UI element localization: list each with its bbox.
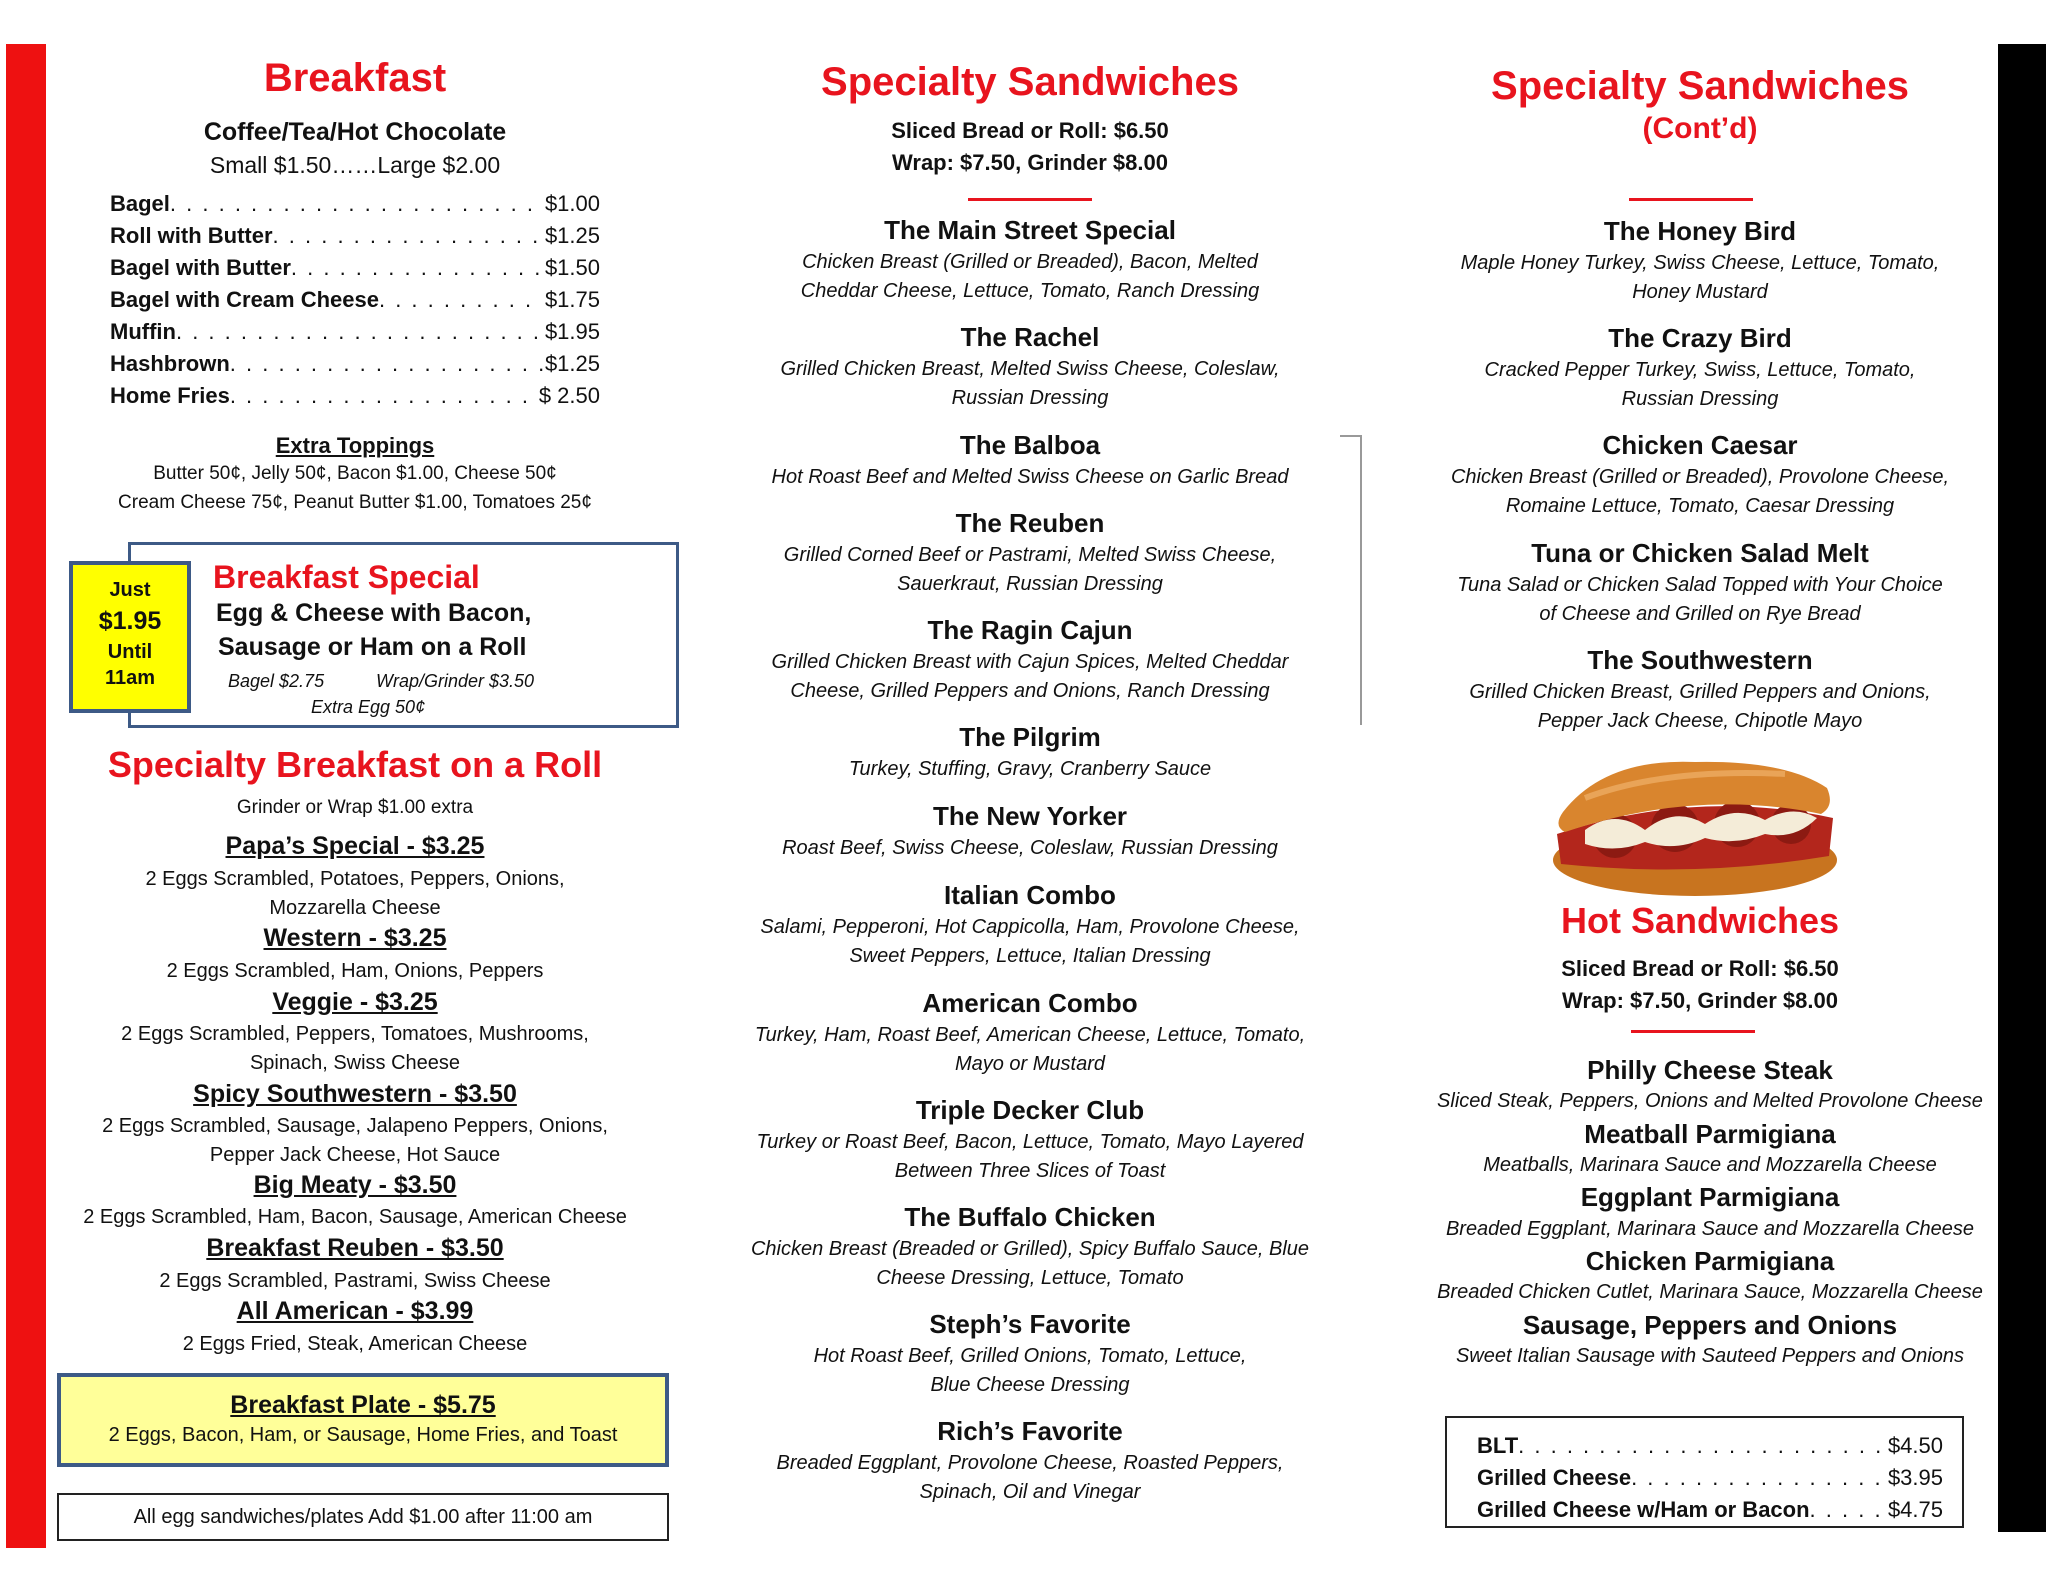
sandwich-desc: of Cheese and Grilled on Rye Bread	[1539, 603, 1861, 625]
roll-item-name: Western - $3.25	[263, 924, 447, 952]
simple-sandwich-box	[1445, 1416, 1964, 1528]
breakfast-plate-box	[57, 1373, 669, 1467]
price-row	[1477, 1494, 1943, 1526]
badge-time: 11am	[104, 667, 156, 689]
price-row	[1477, 1430, 1943, 1462]
hot-item-desc: Sliced Steak, Peppers, Onions and Melted Provolone Cheese	[1437, 1090, 1983, 1112]
item-name: Bagel with Butter	[110, 255, 291, 280]
sandwich-name: The Buffalo Chicken	[904, 1202, 1156, 1232]
special-wrap-price: Wrap/Grinder $3.50	[376, 671, 535, 691]
item-name: Grilled Cheese	[1477, 1465, 1632, 1490]
roll-item-desc: 2 Eggs Scrambled, Peppers, Tomatoes, Mushrooms,	[121, 1023, 589, 1045]
roll-item-name: Spicy Southwestern - $3.50	[193, 1080, 517, 1108]
price-row	[110, 380, 600, 412]
breakfast-special-title: Breakfast Special	[213, 559, 480, 595]
sandwich-desc: Mayo or Mustard	[954, 1053, 1106, 1075]
plate-desc: 2 Eggs, Bacon, Ham, or Sausage, Home Fries, and Toast	[108, 1424, 618, 1446]
item-name: Home Fries	[110, 383, 230, 408]
after-11-note: All egg sandwiches/plates Add $1.00 after 11:00 am	[57, 1493, 669, 1541]
sandwich-name: The Rachel	[960, 322, 1100, 352]
specialty-price-2: Wrap: $7.50, Grinder $8.00	[892, 150, 1168, 175]
sandwich-name: Steph’s Favorite	[929, 1309, 1131, 1339]
sandwich-desc: Blue Cheese Dressing	[930, 1374, 1130, 1396]
roll-heading: Specialty Breakfast on a Roll	[107, 744, 603, 785]
item-price: $1.25	[544, 223, 600, 248]
price-row	[110, 252, 600, 284]
item-price: $1.00	[544, 191, 600, 216]
item-price: $1.25	[544, 351, 600, 376]
roll-item-desc: Spinach, Swiss Cheese	[249, 1052, 461, 1074]
hot-item-desc: Breaded Eggplant, Marinara Sauce and Mozzarella Cheese	[1445, 1218, 1975, 1240]
leader-dots	[1810, 1494, 1886, 1526]
leader-dots	[273, 220, 543, 252]
sandwich-desc: Romaine Lettuce, Tomato, Caesar Dressing	[1505, 495, 1895, 517]
price-row	[110, 188, 600, 220]
sandwich-name: The Southwestern	[1587, 645, 1813, 675]
sandwich-desc: Sauerkraut, Russian Dressing	[897, 573, 1163, 595]
roll-note: Grinder or Wrap $1.00 extra	[236, 797, 474, 818]
sandwich-desc: Cheddar Cheese, Lettuce, Tomato, Ranch Dressing	[800, 280, 1260, 302]
leader-dots	[1631, 1462, 1886, 1494]
red-divider	[968, 198, 1092, 201]
hot-item-name: Meatball Parmigiana	[1584, 1119, 1836, 1149]
breakfast-special-box	[128, 542, 679, 728]
item-name: BLT	[1477, 1433, 1519, 1458]
roll-item-desc: 2 Eggs Scrambled, Pastrami, Swiss Cheese	[159, 1270, 551, 1292]
sandwich-name: Rich’s Favorite	[937, 1416, 1123, 1446]
sandwich-name: The Ragin Cajun	[927, 615, 1133, 645]
sandwich-desc: Grilled Chicken Breast, Melted Swiss Cheese, Coleslaw,	[780, 358, 1280, 380]
roll-item-name: Big Meaty - $3.50	[253, 1171, 457, 1199]
red-divider	[1629, 198, 1753, 201]
sandwich-name: Triple Decker Club	[915, 1095, 1145, 1125]
price-row	[1477, 1462, 1943, 1494]
sandwich-name: The Honey Bird	[1603, 216, 1797, 246]
item-name: Hashbrown	[110, 351, 230, 376]
leader-dots	[230, 380, 537, 412]
sandwich-name: American Combo	[922, 988, 1138, 1018]
price-row	[110, 284, 600, 316]
hot-item-name: Chicken Parmigiana	[1585, 1246, 1835, 1276]
badge-price: $1.95	[98, 607, 162, 635]
sandwich-desc: Roast Beef, Swiss Cheese, Coleslaw, Russian Dressing	[782, 837, 1278, 859]
hot-item-desc: Meatballs, Marinara Sauce and Mozzarella Cheese	[1483, 1154, 1937, 1176]
special-bagel-price: Bagel $2.75	[228, 671, 325, 691]
sandwich-desc: Cracked Pepper Turkey, Swiss, Lettuce, Tomato,	[1484, 359, 1916, 381]
sandwich-name: The Pilgrim	[959, 722, 1101, 752]
item-name: Bagel	[110, 191, 170, 216]
leader-dots	[176, 316, 543, 348]
sandwich-desc: Chicken Breast (Breaded or Grilled), Spicy Buffalo Sauce, Blue	[750, 1238, 1310, 1260]
leader-dots	[230, 348, 543, 380]
left-red-border	[6, 44, 46, 1548]
leader-dots	[291, 252, 543, 284]
special-extra-egg: Extra Egg 50¢	[311, 697, 426, 717]
specialty-cont-subheading: (Cont’d)	[1642, 112, 1758, 145]
sandwich-desc: Russian Dressing	[951, 387, 1109, 409]
leader-dots	[1518, 1430, 1886, 1462]
right-black-border	[1998, 44, 2046, 1532]
item-price: $4.50	[1887, 1433, 1943, 1458]
item-price: $3.95	[1887, 1465, 1943, 1490]
roll-item-desc: 2 Eggs Scrambled, Potatoes, Peppers, Onions,	[145, 868, 565, 890]
item-name: Grilled Cheese w/Ham or Bacon	[1477, 1497, 1810, 1522]
sandwich-desc: Turkey or Roast Beef, Bacon, Lettuce, Tomato, Mayo Layered	[756, 1131, 1304, 1153]
hot-sandwiches-heading: Hot Sandwiches	[1560, 900, 1840, 941]
sandwich-name: The Reuben	[955, 508, 1105, 538]
sandwich-desc: Honey Mustard	[1632, 281, 1768, 303]
item-name: Bagel with Cream Cheese	[110, 287, 379, 312]
breakfast-price-list	[110, 188, 600, 412]
special-line-1: Egg & Cheese with Bacon,	[216, 599, 532, 627]
roll-item-desc: 2 Eggs Fried, Steak, American Cheese	[182, 1333, 528, 1355]
sandwich-desc: Cheese Dressing, Lettuce, Tomato	[876, 1267, 1184, 1289]
divider-bracket	[1340, 435, 1362, 725]
badge-just: Just	[109, 579, 151, 601]
specialty-cont-heading: Specialty Sandwiches	[1491, 64, 1909, 108]
sandwich-name: The Main Street Special	[884, 215, 1176, 245]
sandwich-desc: Turkey, Ham, Roast Beef, American Cheese, Lettuce, Tomato,	[754, 1024, 1306, 1046]
price-row	[110, 316, 600, 348]
sandwich-desc: Chicken Breast (Grilled or Breaded), Bacon, Melted	[802, 251, 1258, 273]
leader-dots	[379, 284, 543, 316]
sandwich-desc: Grilled Chicken Breast with Cajun Spices, Melted Cheddar	[771, 651, 1289, 673]
roll-item-name: Veggie - $3.25	[272, 988, 438, 1016]
sandwich-desc: Between Three Slices of Toast	[894, 1160, 1166, 1182]
coffee-title: Coffee/Tea/Hot Chocolate	[203, 118, 507, 146]
meatball-sub-icon	[1545, 748, 1845, 900]
sandwich-name: The New Yorker	[932, 801, 1128, 831]
item-name: Muffin	[110, 319, 176, 344]
hot-price-1: Sliced Bread or Roll: $6.50	[1561, 956, 1839, 981]
item-price: $1.50	[544, 255, 600, 280]
roll-item-desc: 2 Eggs Scrambled, Ham, Onions, Peppers	[166, 960, 544, 982]
hot-item-name: Eggplant Parmigiana	[1580, 1182, 1840, 1212]
price-row	[110, 220, 600, 252]
sandwich-name: Italian Combo	[944, 880, 1116, 910]
sandwich-desc: Pepper Jack Cheese, Chipotle Mayo	[1537, 710, 1863, 732]
roll-item-name: All American - $3.99	[236, 1297, 474, 1325]
sandwich-desc: Hot Roast Beef, Grilled Onions, Tomato, Lettuce,	[813, 1345, 1247, 1367]
sandwich-desc: Sweet Peppers, Lettuce, Italian Dressing	[849, 945, 1211, 967]
hot-item-name: Philly Cheese Steak	[1587, 1055, 1833, 1085]
roll-item-desc: Pepper Jack Cheese, Hot Sauce	[209, 1144, 501, 1166]
sandwich-name: Tuna or Chicken Salad Melt	[1531, 538, 1869, 568]
simple-price-list	[1477, 1430, 1943, 1526]
breakfast-heading: Breakfast	[263, 56, 447, 100]
sandwich-desc: Tuna Salad or Chicken Salad Topped with Your Choice	[1457, 574, 1943, 596]
toppings-line-1: Butter 50¢, Jelly 50¢, Bacon $1.00, Cheese 50¢	[153, 463, 557, 484]
leader-dots	[170, 188, 543, 220]
roll-item-desc: 2 Eggs Scrambled, Ham, Bacon, Sausage, American Cheese	[83, 1206, 627, 1228]
sandwich-desc: Cheese, Grilled Peppers and Onions, Ranch Dressing	[790, 680, 1270, 702]
item-price: $4.75	[1887, 1497, 1943, 1522]
sandwich-desc: Russian Dressing	[1621, 388, 1779, 410]
sandwich-desc: Salami, Pepperoni, Hot Cappicolla, Ham, Provolone Cheese,	[760, 916, 1300, 938]
roll-item-name: Breakfast Reuben - $3.50	[206, 1234, 504, 1262]
toppings-line-2: Cream Cheese 75¢, Peanut Butter $1.00, Tomatoes 25¢	[118, 492, 592, 513]
roll-item-desc: 2 Eggs Scrambled, Sausage, Jalapeno Peppers, Onions,	[102, 1115, 608, 1137]
item-name: Roll with Butter	[110, 223, 273, 248]
toppings-title: Extra Toppings	[275, 433, 435, 458]
item-price: $1.95	[544, 319, 600, 344]
hot-item-desc: Sweet Italian Sausage with Sauteed Peppers and Onions	[1455, 1345, 1965, 1367]
sandwich-name: The Balboa	[959, 430, 1101, 460]
red-divider	[1631, 1030, 1755, 1033]
sandwich-desc: Hot Roast Beef and Melted Swiss Cheese on Garlic Bread	[771, 466, 1289, 488]
sandwich-desc: Breaded Eggplant, Provolone Cheese, Roasted Peppers,	[776, 1452, 1284, 1474]
specialty-price-1: Sliced Bread or Roll: $6.50	[891, 118, 1169, 143]
sandwich-desc: Turkey, Stuffing, Gravy, Cranberry Sauce	[848, 758, 1212, 780]
sandwich-desc: Maple Honey Turkey, Swiss Cheese, Lettuce, Tomato,	[1460, 252, 1940, 274]
sandwich-desc: Grilled Chicken Breast, Grilled Peppers and Onions,	[1469, 681, 1931, 703]
price-row	[110, 348, 600, 380]
just-price-badge	[69, 561, 191, 713]
hot-item-name: Sausage, Peppers and Onions	[1522, 1310, 1898, 1340]
sandwich-desc: Grilled Corned Beef or Pastrami, Melted Swiss Cheese,	[783, 544, 1277, 566]
roll-item-desc: Mozzarella Cheese	[269, 897, 441, 919]
hot-item-desc: Breaded Chicken Cutlet, Marinara Sauce, Mozzarella Cheese	[1437, 1281, 1983, 1303]
roll-item-name: Papa’s Special - $3.25	[225, 832, 485, 860]
sandwich-name: The Crazy Bird	[1608, 323, 1792, 353]
sandwich-desc: Chicken Breast (Grilled or Breaded), Provolone Cheese,	[1450, 466, 1950, 488]
sandwich-desc: Spinach, Oil and Vinegar	[919, 1481, 1141, 1503]
item-price: $1.75	[544, 287, 600, 312]
sandwich-name: Chicken Caesar	[1602, 430, 1798, 460]
specialty-heading: Specialty Sandwiches	[821, 60, 1239, 104]
coffee-prices: Small $1.50……Large $2.00	[209, 152, 501, 178]
special-line-2: Sausage or Ham on a Roll	[218, 633, 527, 661]
plate-title: Breakfast Plate - $5.75	[230, 1391, 496, 1419]
badge-until: Until	[107, 641, 153, 663]
item-price: $ 2.50	[538, 383, 600, 408]
hot-price-2: Wrap: $7.50, Grinder $8.00	[1562, 988, 1838, 1013]
